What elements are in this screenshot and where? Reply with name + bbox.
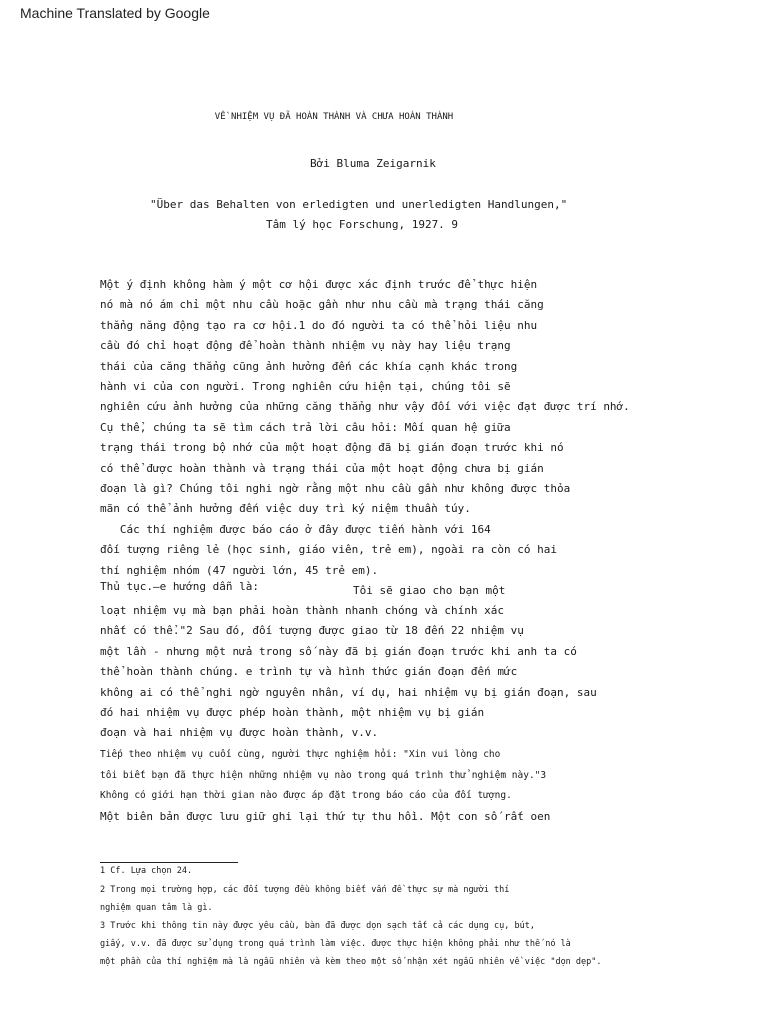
text-line: trạng thái trong bộ nhớ của một hoạt động đã bị gián đoạn trước khi nó <box>100 441 564 455</box>
footnote-line: 3 Trước khi thông tin này được yêu cầu, bàn đã được dọn sạch tất cả các dụng cụ, bút, <box>100 921 535 931</box>
footnote-line: một phần của thí nghiệm mà là ngẫu nhiên và kèm theo một số nhận xét ngẫu nhiên về việc "dọn dẹp". <box>100 957 602 967</box>
text-line: nó mà nó ám chỉ một nhu cầu hoặc gần như nhu cầu mà trạng thái căng <box>100 298 544 312</box>
footnote-line: 1 Cf. Lựa chọn 24. <box>100 866 193 876</box>
footnote-line: 2 Trong mọi trường hợp, các đối tượng đều không biết vấn đề thực sự mà người thí <box>100 885 510 895</box>
text-line: đối tượng riêng lẻ (học sinh, giáo viên, trẻ em), ngoài ra còn có hai <box>100 543 557 557</box>
text-line: hành vi của con người. Trong nghiên cứu hiện tại, chúng tôi sẽ <box>100 379 511 393</box>
text-line: đoạn và hai nhiệm vụ được hoàn thành, v.v. <box>100 726 379 740</box>
document-title: VỀ NHIỆM VỤ ĐÃ HOÀN THÀNH VÀ CHƯA HOÀN THÀNH <box>214 112 454 122</box>
text-line: thẳng năng động tạo ra cơ hội.1 do đó người ta có thể hỏi liệu nhu <box>100 318 538 332</box>
procedure-label: Thủ tục.—e hướng dẫn là: <box>100 580 259 593</box>
text-line: một lần - nhưng một nửa trong số này đã bị gián đoạn trước khi anh ta có <box>100 644 577 658</box>
text-line: thí nghiệm nhóm (47 người lớn, 45 trẻ em). <box>100 563 379 577</box>
source-citation: Tâm lý học Forschung, 1927. 9 <box>266 218 459 231</box>
text-line: thể hoàn thành chúng. e trình tự và hình thức gián đoạn đến mức <box>100 665 518 679</box>
footnote-3 <box>100 917 602 971</box>
text-line: loạt nhiệm vụ mà bạn phải hoàn thành nhanh chóng và chính xác <box>100 604 504 617</box>
paragraph-recall-question <box>100 745 546 807</box>
paragraph-subjects <box>100 520 557 581</box>
footnote-2 <box>100 881 509 917</box>
text-line: nhất có thể."2 Sau đó, đối tượng được giao từ 18 đến 22 nhiệm vụ <box>100 624 524 638</box>
instruction-start: Tôi sẽ giao cho bạn một <box>353 584 506 597</box>
text-line: Một ý định không hàm ý một cơ hội được xác định trước để thực hiện <box>100 278 538 291</box>
text-line: có thể được hoàn thành và trạng thái của một hoạt động chưa bị gián <box>100 461 544 475</box>
text-line: Cụ thể, chúng ta sẽ tìm cách trả lời câu hỏi: Mối quan hệ giữa <box>100 420 511 434</box>
text-line: thái của căng thẳng cũng ảnh hưởng đến các khía cạnh khác trong <box>100 359 518 373</box>
paragraph-procedure <box>100 601 597 744</box>
text-line: nghiên cứu ảnh hưởng của những căng thẳng như vậy đối với việc đạt được trí nhớ. <box>100 400 630 414</box>
footnote-1 <box>100 862 192 880</box>
text-line: tôi biết bạn đã thực hiện những nhiệm vụ nào trong quá trình thử nghiệm này."3 <box>100 769 547 781</box>
paragraph-intention <box>100 275 630 520</box>
original-title: "Über das Behalten von erledigten und unerledigten Handlungen," <box>150 198 568 211</box>
paragraph-recall-record: Một biên bản được lưu giữ ghi lại thứ tự thu hồi. Một con số rất oen <box>100 810 551 823</box>
text-line: cầu đó chỉ hoạt động để hoàn thành nhiệm vụ này hay liệu trạng <box>100 339 511 353</box>
footnote-line: nghiệm quan tâm là gì. <box>100 903 213 913</box>
footnote-line: giấy, v.v. đã được sử dụng trong quá trình làm việc. được thực hiện không phải như thế nó là <box>100 939 571 949</box>
author-line: Bởi Bluma Zeigarnik <box>310 157 436 170</box>
text-line: Không có giới hạn thời gian nào được áp đặt trong báo cáo của đối tượng. <box>100 790 512 802</box>
text-line: đoạn là gì? Chúng tôi nghi ngờ rằng một nhu cầu gần như không được thỏa <box>100 481 571 495</box>
text-line: Tiếp theo nhiệm vụ cuối cùng, người thực nghiệm hỏi: "Xin vui lòng cho <box>100 749 501 760</box>
text-line: mãn có thể ảnh hưởng đến việc duy trì ký niệm thuần túy. <box>100 502 471 516</box>
text-line: Các thí nghiệm được báo cáo ở đây được tiến hành với 164 <box>100 523 491 536</box>
text-line: không ai có thể nghi ngờ nguyên nhân, ví dụ, hai nhiệm vụ bị gián đoạn, sau <box>100 685 597 699</box>
machine-translation-banner: Machine Translated by Google <box>20 5 210 21</box>
text-line: đó hai nhiệm vụ được phép hoàn thành, một nhiệm vụ bị gián <box>100 705 485 719</box>
